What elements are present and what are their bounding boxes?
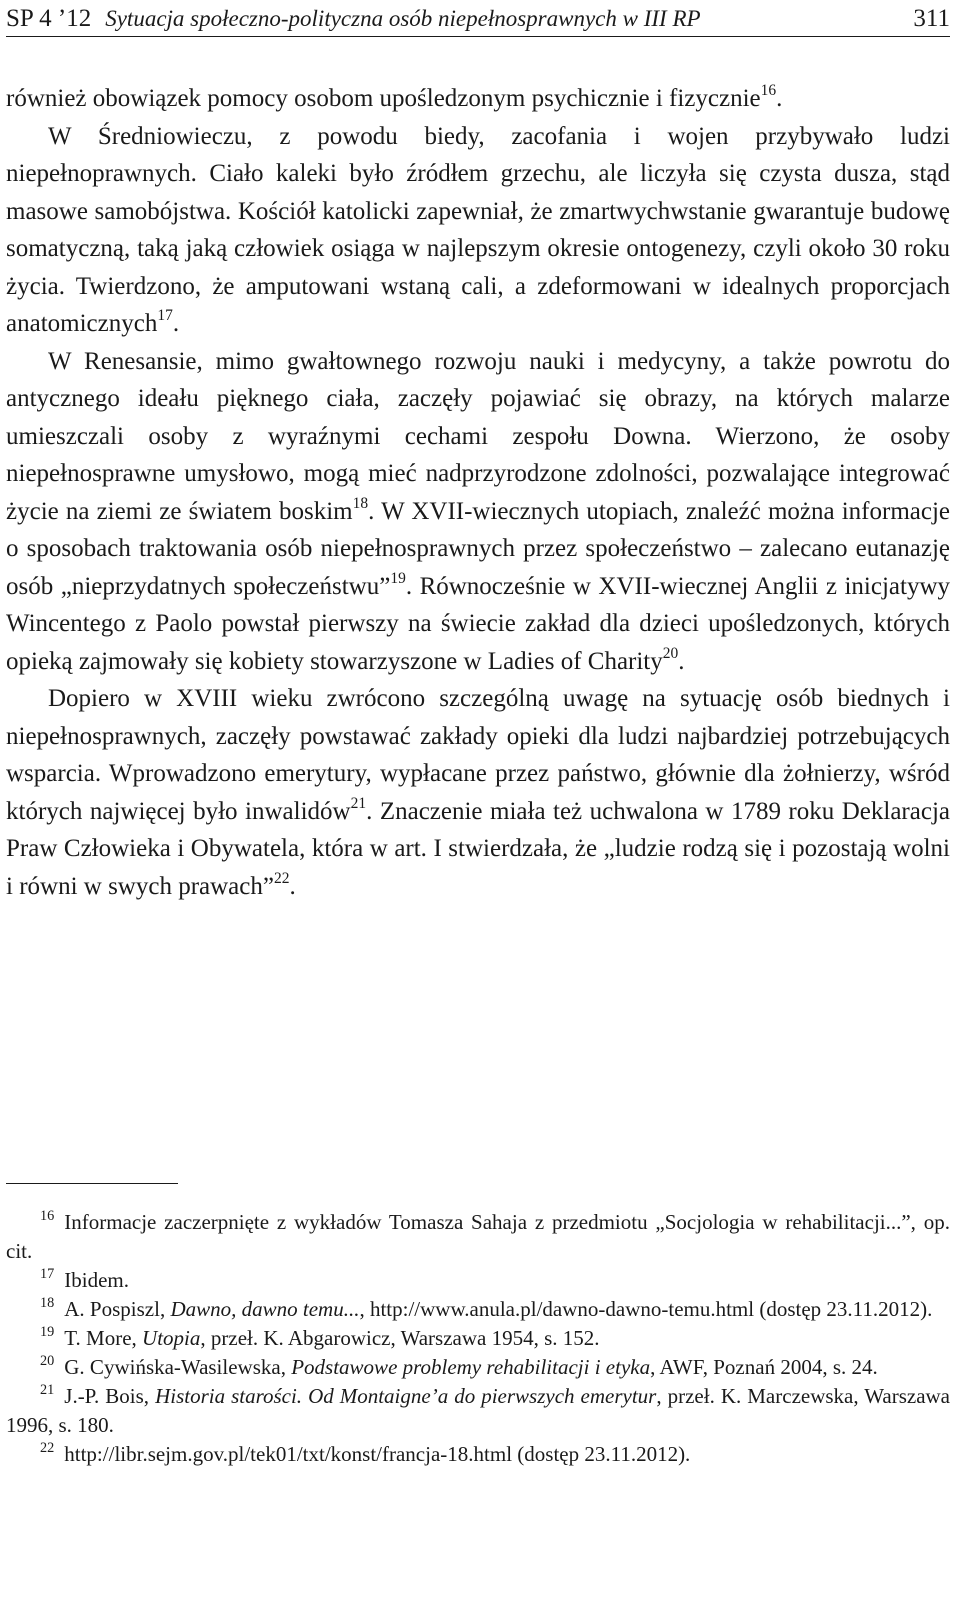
running-header [6, 2, 950, 37]
footnote-ref-16: 16 [760, 81, 777, 99]
footnote-ref-22: 22 [273, 869, 290, 887]
footnote-ref-20: 20 [662, 644, 679, 662]
footnote-17: $^{17}$ Ibidem. [40, 1266, 129, 1292]
journal-issue: SP 4 ’12 [6, 5, 92, 32]
footnote-ref-18: 18 [352, 494, 369, 512]
paragraph-3: W Renesansie, mimo gwałtownego rozwoju nauki i medycyny, a także powrotu do antycznego ideału pięknego ciała, zaczęły pojawiać się obrazy, na których malarze umieszczali osoby z wyraźnymi cechami zespołu Downa. Wierzono, że osoby niepełnosprawne umysłowo, mogą mieć nadprzyrodzone zdolności, pozwalające integrować życie na ziemi ze światem boskim$^{18}$. W XVII-wiecznych utopiach, znaleźć można informacje o sposobach traktowania osób niepełnosprawnych przez społeczeństwo – zalecano eutanazję osób „nieprzydatnych społeczeństwu”$^{19}$. Równocześnie w XVII-wiecznej Anglii z inicjatywy Wincentego z Paolo powstał pierwszy na świecie zakład dla dzieci upośledzonych, których opieką zajmowały się kobiety stowarzyszone w Ladies of Charity$^{20}$. [6, 347, 950, 675]
footnote-ref-21: 21 [350, 794, 367, 812]
footnote-18: $^{18}$ A. Pospiszl, Dawno, dawno temu..., http://www.anula.pl/dawno-dawno-temu.html (dostęp 23.11.2012). [40, 1295, 933, 1321]
footnotes [6, 1208, 950, 1469]
paragraph-2: W Średniowieczu, z powodu biedy, zacofania i wojen przybywało ludzi niepełnoprawnych. Ciało kaleki było źródłem grzechu, ale liczyła się czysta dusza, stąd masowe samobójstwa. Kościół katolicki zapewniał, że zmartwychwstanie gwarantuje budowę somatyczną, taką jaką człowiek osiąga w najlepszym okresie ontogenezy, czyli około 30 roku życia. Twierdzono, że amputowani wstaną cali, a zdeformowani w idealnych proporcjach anatomicznych$^{17}$. [6, 122, 950, 337]
main-text [6, 80, 950, 905]
paragraph-1: również obowiązek pomocy osobom upośledzonym psychicznie i fizycznie$^{16}$. [6, 81, 783, 112]
footnote-16: $^{16}$ Informacje zaczerpnięte z wykładów Tomasza Sahaja z przedmiotu „Socjologia w rehabilitacji...”, op. cit. [6, 1208, 950, 1263]
footnote-separator [6, 1183, 178, 1184]
footnote-19: $^{19}$ T. More, Utopia, przeł. K. Abgarowicz, Warszawa 1954, s. 152. [40, 1324, 600, 1350]
footnote-22: $^{22}$ http://libr.sejm.gov.pl/tek01/txt/konst/francja-18.html (dostęp 23.11.2012). [40, 1440, 691, 1466]
running-title: Sytuacja społeczno-polityczna osób niepełnosprawnych w III RP [105, 6, 701, 31]
footnote-ref-17: 17 [157, 306, 173, 324]
page-number: 311 [913, 5, 950, 32]
footnote-20: $^{20}$ G. Cywińska-Wasilewska, Podstawowe problemy rehabilitacji i etyka, AWF, Poznań 2004, s. 24. [40, 1353, 878, 1379]
paragraph-4: Dopiero w XVIII wieku zwrócono szczególną uwagę na sytuację osób biednych i niepełnosprawnych, zaczęły powstawać zakłady opieki dla ludzi najbardziej potrzebujących wsparcia. Wprowadzono emerytury, wypłacane przez państwo, głównie dla żołnierzy, wśród których najwięcej było inwalidów$^{21}$. Znaczenie miała też uchwalona w 1789 roku Deklaracja Praw Człowieka i Obywatela, która w art. I stwierdzała, że „ludzie rodzą się i pozostają wolni i równi w swych prawach”$^{22}$. [6, 685, 950, 900]
footnote-21: $^{21}$ J.-P. Bois, Historia starości. Od Montaigne’a do pierwszych emerytur, przeł. K. Marczewska, Warszawa 1996, s. 180. [6, 1382, 950, 1437]
footnote-ref-19: 19 [390, 569, 406, 587]
